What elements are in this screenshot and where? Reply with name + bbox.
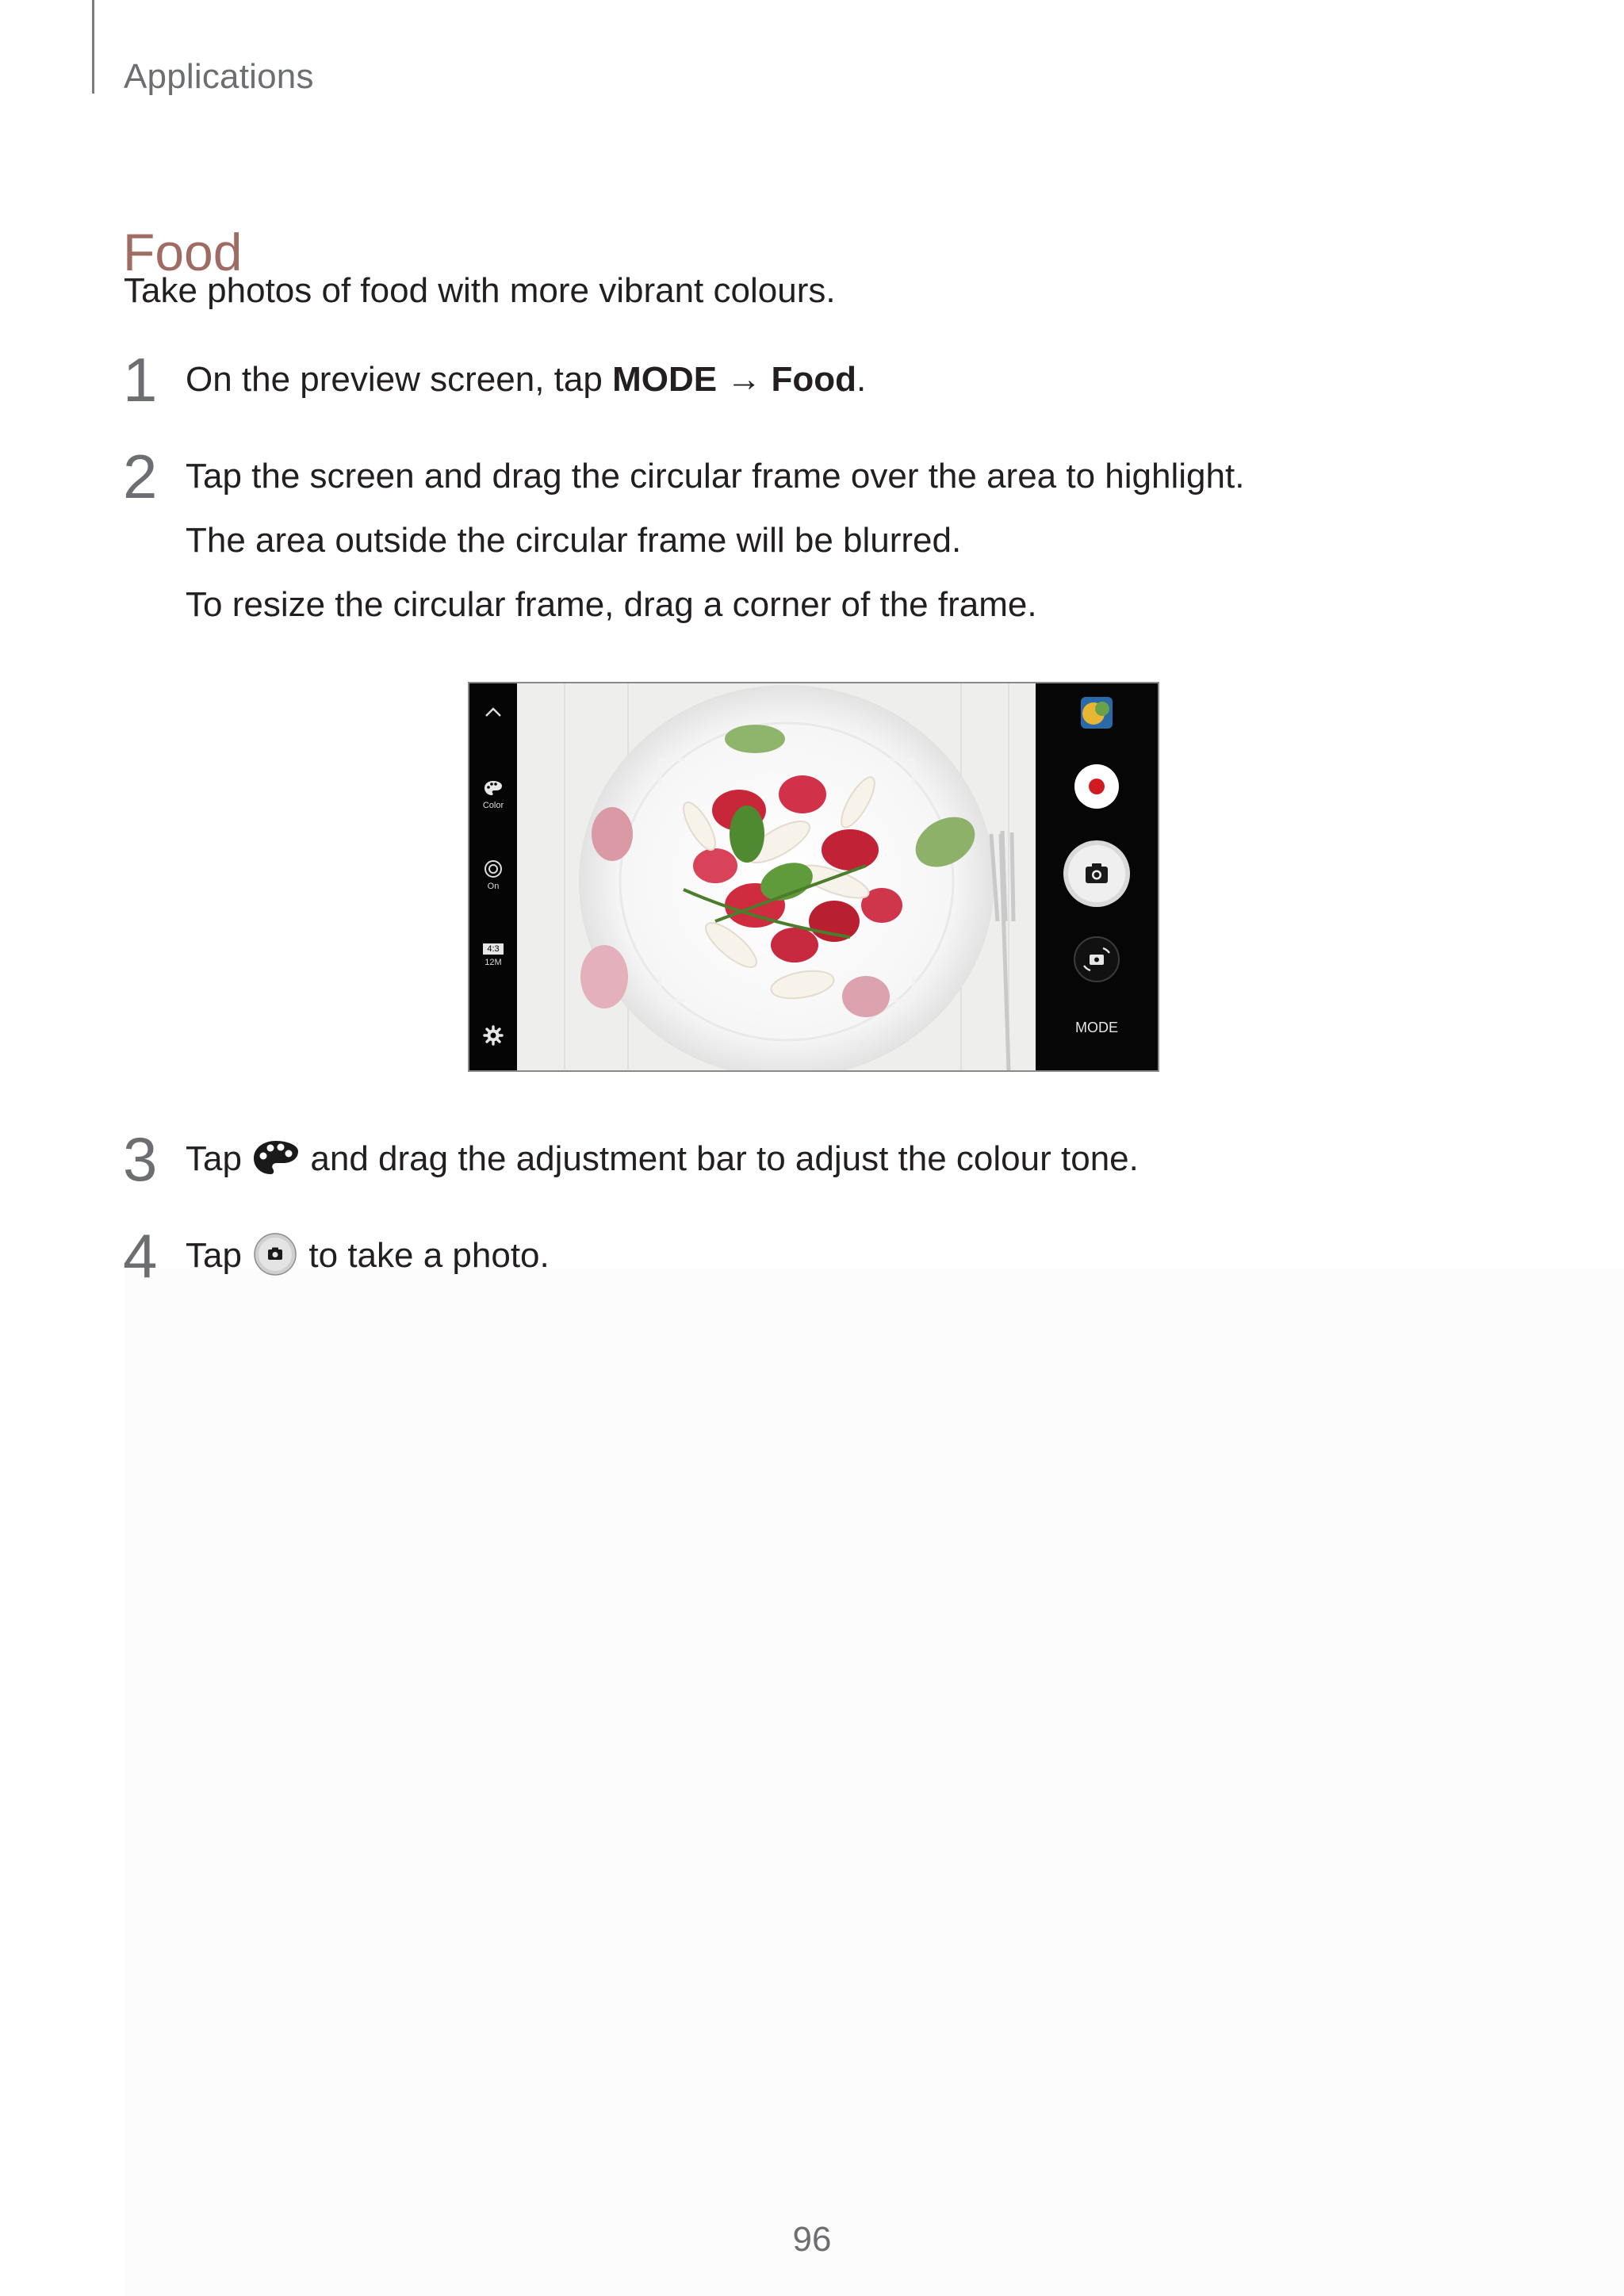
intro-text: Take photos of food with more vibrant colours. bbox=[124, 271, 836, 310]
step-2-line-3: To resize the circular frame, drag a corner of the frame. bbox=[186, 585, 1037, 624]
camera-right-panel bbox=[1036, 683, 1158, 1070]
page-number: 96 bbox=[792, 2220, 832, 2259]
focus-on-label: On bbox=[487, 882, 500, 891]
color-label: Color bbox=[482, 801, 504, 810]
step-1-suffix: . bbox=[856, 360, 867, 399]
camera-screenshot bbox=[468, 682, 1159, 1072]
step-3-suffix: and drag the adjustment bar to adjust the colour tone. bbox=[301, 1139, 1139, 1178]
resolution-label: 12M bbox=[485, 958, 502, 967]
camera-shutter-icon bbox=[251, 1232, 299, 1276]
mode-button[interactable]: MODE bbox=[1075, 1020, 1118, 1035]
step-number-2: 2 bbox=[123, 442, 158, 511]
selective-focus-icon[interactable] bbox=[484, 859, 503, 878]
gallery-thumbnail-icon[interactable] bbox=[1080, 696, 1113, 729]
step-4-suffix: to take a photo. bbox=[299, 1236, 550, 1275]
record-button[interactable] bbox=[1073, 763, 1120, 810]
camera-shutter-button[interactable] bbox=[1062, 839, 1132, 909]
step-4-text bbox=[186, 1236, 550, 1276]
ratio-badge[interactable] bbox=[483, 943, 504, 955]
ratio-label: 4:3 bbox=[487, 944, 500, 954]
food-keyword: Food bbox=[771, 360, 857, 399]
camera-preview-food-salad[interactable] bbox=[517, 683, 1036, 1070]
step-2-line-1: Tap the screen and drag the circular frame over the area to highlight. bbox=[186, 457, 1245, 496]
chevron-up-icon[interactable] bbox=[484, 706, 503, 718]
running-head: Applications bbox=[124, 57, 314, 96]
step-number-3: 3 bbox=[123, 1124, 158, 1194]
arrow: → bbox=[717, 360, 772, 399]
step-2-line-2: The area outside the circular frame will be blurred. bbox=[186, 521, 962, 560]
step-1-prefix: On the preview screen, tap bbox=[186, 360, 613, 399]
step-number-1: 1 bbox=[123, 345, 158, 415]
section-title: Food bbox=[123, 223, 243, 282]
settings-gear-icon[interactable] bbox=[482, 1024, 504, 1047]
step-number-4: 4 bbox=[123, 1221, 158, 1291]
step-3-prefix: Tap bbox=[186, 1139, 252, 1178]
palette-icon bbox=[251, 1138, 301, 1177]
step-3-text bbox=[186, 1139, 1139, 1179]
step-4-prefix: Tap bbox=[186, 1236, 252, 1275]
step-1-text bbox=[186, 360, 866, 400]
salad-plate-image bbox=[517, 683, 1036, 1070]
camera-left-panel bbox=[469, 683, 517, 1070]
mode-keyword: MODE bbox=[612, 360, 718, 399]
header-rule bbox=[92, 0, 94, 94]
color-palette-icon[interactable] bbox=[484, 780, 503, 796]
switch-camera-button[interactable] bbox=[1073, 936, 1120, 983]
page-background bbox=[125, 1269, 1624, 2296]
